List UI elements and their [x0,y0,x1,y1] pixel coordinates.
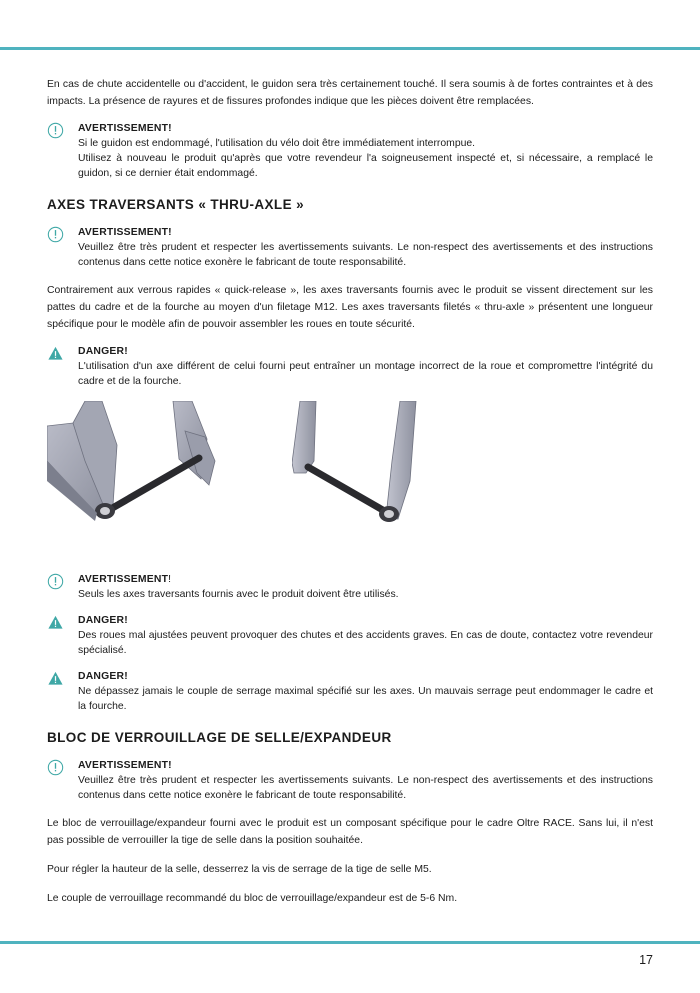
warning-circle-icon [47,122,64,139]
front-fork-illustration [292,401,432,561]
warning-text: Veuillez être très prudent et respecter les avertissements suivants. Le non-respect des avertissements et des instructions contenus dans cette notice exonère le fabricant de toute responsabilité. [78,242,653,268]
warning-circle-icon [47,226,64,243]
warning-circle-icon [47,573,64,590]
warning-notice-handlebar [47,122,653,181]
intro-paragraph: En cas de chute accidentelle ou d'accident, le guidon sera très certainement touché. Il sera soumis à de fortes contraintes et à des impacts. La présence de rayures et de fissures profondes indique que les pièces doivent être remplacées. [47,79,653,107]
section-heading-thru-axle: AXES TRAVERSANTS « THRU-AXLE » [47,197,305,212]
warning-title: AVERTISSEMENT! [78,123,172,134]
danger-text: Des roues mal ajustées peuvent provoquer des chutes et des accidents graves. En cas de doute, contactez votre revendeur spécialisé. [78,630,653,656]
danger-title: DANGER! [78,346,128,357]
danger-title: DANGER! [78,615,128,626]
saddle-height-paragraph: Pour régler la hauteur de la selle, desserrez la vis de serrage de la tige de selle M5. [47,864,432,875]
warning-title: AVERTISSEMENT! [78,227,172,238]
thru-axle-figure [47,401,653,561]
warning-text: Seuls les axes traversants fournis avec le produit doivent être utilisés. [78,589,399,600]
danger-notice-wheels [47,614,653,658]
danger-notice-torque [47,670,653,714]
rear-frame-illustration [47,401,237,561]
warning-notice-thru-axle [47,226,653,270]
top-accent-rule [0,47,700,50]
warning-title-suffix: ! [168,574,172,585]
bottom-accent-rule [0,941,700,944]
page-number: 17 [639,953,653,967]
torque-paragraph: Le couple de verrouillage recommandé du bloc de verrouillage/expandeur est de 5-6 Nm. [47,893,458,904]
warning-text: Veuillez être très prudent et respecter les avertissements suivants. Le non-respect des avertissements et des instructions contenus dans cette notice exonère le fabricant de toute responsabilité. [78,775,653,801]
danger-triangle-icon [47,670,64,687]
warning-text: Si le guidon est endommagé, l'utilisation du vélo doit être immédiatement interrompue. [78,138,476,149]
seat-lock-paragraph: Le bloc de verrouillage/expandeur fourni avec le produit est un composant spécifique pour le cadre Oltre RACE. Sans lui, il n'est pas possible de verrouiller la tige de selle dans la position souhaitée. [47,818,653,846]
warning-notice-supplied-axles [47,573,653,602]
danger-title: DANGER! [78,671,128,682]
danger-notice-axle [47,345,653,389]
warning-title-word: AVERTISSEMENT [78,574,169,585]
page-content [47,76,653,919]
danger-triangle-icon [47,614,64,631]
warning-circle-icon [47,759,64,776]
warning-title [78,573,653,587]
danger-text: L'utilisation d'un axe différent de celui fourni peut entraîner un montage incorrect de la roue et compromettre l'intégrité du cadre et de la fourche. [78,361,653,387]
danger-text: Ne dépassez jamais le couple de serrage maximal spécifié sur les axes. Un mauvais serrage peut endommager le cadre et la fourche. [78,686,653,712]
thru-axle-paragraph: Contrairement aux verrous rapides « quick-release », les axes traversants fournis avec le produit se vissent directement sur les pattes du cadre et de la fourche au moyen d'un filetage M12. Les axes traversants filetés « thru-axle » présentent une longueur spécifique pour le modèle afin de pouvoir assembler les roues en toute sécurité. [47,285,653,330]
section-heading-seat-lock: BLOC DE VERROUILLAGE DE SELLE/EXPANDEUR [47,730,392,745]
warning-text: Utilisez à nouveau le produit qu'après que votre revendeur l'a soigneusement inspecté et, si nécessaire, a remplacé le guidon, si ce dernier était endommagé. [78,153,653,179]
danger-triangle-icon [47,345,64,362]
warning-title: AVERTISSEMENT! [78,760,172,771]
warning-notice-seat-lock [47,759,653,803]
